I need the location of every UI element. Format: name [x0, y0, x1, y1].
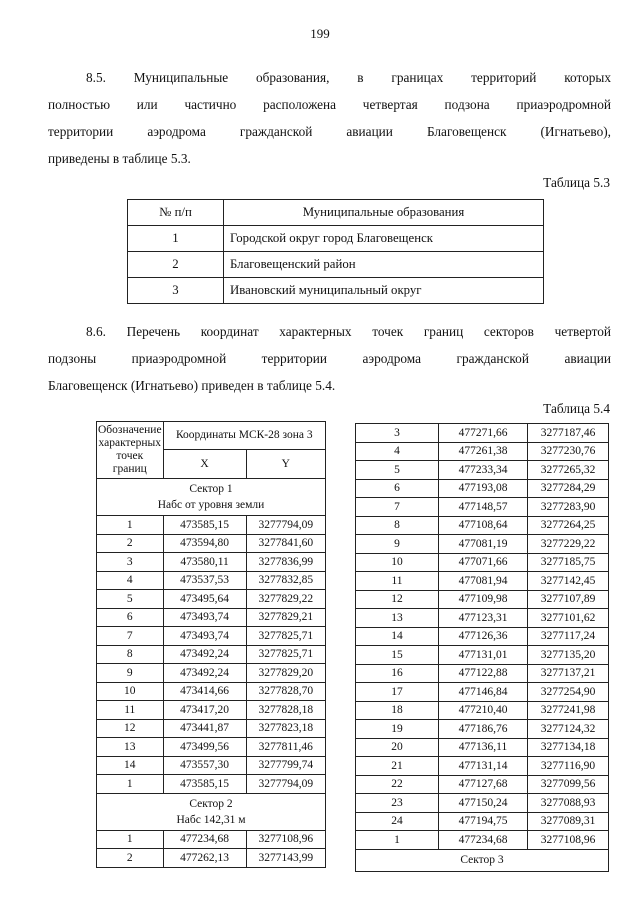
- y-cell: 3277829,20: [246, 664, 325, 683]
- point-cell: 3: [97, 553, 164, 572]
- page-number: 199: [310, 26, 330, 41]
- point-cell: 21: [356, 757, 439, 776]
- table-row: [97, 516, 326, 535]
- x-cell: 477186,76: [439, 720, 528, 739]
- x-cell: 477131,14: [439, 757, 528, 776]
- x-cell: 477210,40: [439, 701, 528, 720]
- paragraph-line: территории аэродрома гражданской авиации Благовещенск (Игнатьево),: [48, 124, 611, 139]
- y-cell: 3277117,24: [528, 627, 609, 646]
- table-row: [356, 738, 609, 757]
- point-cell: 8: [97, 645, 164, 664]
- table-row: [356, 720, 609, 739]
- point-cell: 9: [356, 535, 439, 554]
- table-row: [128, 226, 544, 252]
- point-cell: 7: [97, 627, 164, 646]
- x-cell: 473441,87: [163, 719, 246, 738]
- point-cell: 3: [356, 424, 439, 443]
- sector-title: Сектор 2: [189, 797, 233, 810]
- paragraph-8-5: [48, 64, 611, 172]
- x-cell: 477193,08: [439, 479, 528, 498]
- y-cell: 3277264,25: [528, 516, 609, 535]
- y-cell: 3277799,74: [246, 756, 325, 775]
- point-cell: 9: [97, 664, 164, 683]
- table-row: [97, 590, 326, 609]
- table-row: [356, 498, 609, 517]
- paragraph-line: 8.6. Перечень координат характерных точек границ секторов четвертой: [86, 324, 611, 339]
- paragraph-line: 8.5. Муниципальные образования, в границах территорий которых: [86, 70, 611, 85]
- point-cell: 1: [97, 516, 164, 535]
- point-cell: 13: [356, 609, 439, 628]
- point-cell: 12: [97, 719, 164, 738]
- x-cell: 473493,74: [163, 627, 246, 646]
- x-cell: 477148,57: [439, 498, 528, 517]
- x-cell: 473417,20: [163, 701, 246, 720]
- point-cell: 7: [356, 498, 439, 517]
- table-cell: Ивановский муниципальный округ: [224, 278, 544, 304]
- point-cell: 14: [97, 756, 164, 775]
- point-cell: 10: [356, 553, 439, 572]
- table-row: [356, 442, 609, 461]
- table-row: [97, 719, 326, 738]
- x-cell: 473585,15: [163, 516, 246, 535]
- x-cell: 473492,24: [163, 645, 246, 664]
- point-cell: 5: [356, 461, 439, 480]
- x-cell: 477194,75: [439, 812, 528, 831]
- y-cell: 3277794,09: [246, 775, 325, 794]
- point-cell: 15: [356, 646, 439, 665]
- x-cell: 473537,53: [163, 571, 246, 590]
- paragraph-line: Благовещенск (Игнатьево) приведен в таблице 5.4.: [48, 378, 336, 393]
- x-cell: 473585,15: [163, 775, 246, 794]
- y-cell: 3277134,18: [528, 738, 609, 757]
- point-cell: 22: [356, 775, 439, 794]
- y-cell: 3277254,90: [528, 683, 609, 702]
- table-row: [356, 572, 609, 591]
- table-row: [97, 849, 326, 868]
- x-cell: 473499,56: [163, 738, 246, 757]
- y-cell: 3277143,99: [246, 849, 325, 868]
- sector-title: Сектор 3: [460, 854, 504, 867]
- y-cell: 3277241,98: [528, 701, 609, 720]
- y-cell: 3277089,31: [528, 812, 609, 831]
- point-cell: 16: [356, 664, 439, 683]
- table-row: [97, 701, 326, 720]
- sector-title: Сектор 1: [189, 483, 233, 495]
- y-cell: 3277823,18: [246, 719, 325, 738]
- point-cell: 23: [356, 794, 439, 813]
- sector-header: [356, 849, 609, 872]
- table-row: [356, 627, 609, 646]
- y-cell: 3277099,56: [528, 775, 609, 794]
- table-row: [356, 812, 609, 831]
- x-cell: 477131,01: [439, 646, 528, 665]
- coords-header: Координаты МСК-28 зона 3: [163, 422, 325, 450]
- table-row: [356, 683, 609, 702]
- sector-subtitle: Набс 142,31 м: [176, 813, 246, 826]
- table-row: [356, 535, 609, 554]
- point-header: Обозначение характерных точек границ: [97, 422, 164, 479]
- y-cell: 3277284,29: [528, 479, 609, 498]
- y-cell: 3277137,21: [528, 664, 609, 683]
- x-cell: 473414,66: [163, 682, 246, 701]
- table-row: [97, 682, 326, 701]
- y-cell: 3277825,71: [246, 645, 325, 664]
- x-cell: 477109,98: [439, 590, 528, 609]
- x-cell: 477271,66: [439, 424, 528, 443]
- y-cell: 3277829,21: [246, 608, 325, 627]
- table-row: [356, 479, 609, 498]
- y-cell: 3277811,46: [246, 738, 325, 757]
- table-cell: 1: [128, 226, 224, 252]
- point-cell: 13: [97, 738, 164, 757]
- table-row: [356, 590, 609, 609]
- point-cell: 14: [356, 627, 439, 646]
- y-cell: 3277828,70: [246, 682, 325, 701]
- table-row: [97, 645, 326, 664]
- table-row: [356, 757, 609, 776]
- sector-header: [97, 793, 326, 830]
- y-cell: 3277829,22: [246, 590, 325, 609]
- x-cell: 477136,11: [439, 738, 528, 757]
- y-cell: 3277185,75: [528, 553, 609, 572]
- sector-header: [97, 479, 326, 516]
- table-row: [97, 534, 326, 553]
- table-row: [97, 608, 326, 627]
- paragraph-line: подзоны приаэродромной территории аэродрома гражданской авиации: [48, 351, 611, 366]
- table-5-4-caption: Таблица 5.4: [543, 401, 610, 416]
- table-row: [97, 627, 326, 646]
- sector-header-row: [97, 479, 326, 516]
- x-cell: 477234,68: [163, 830, 246, 849]
- paragraph-line: полностью или частично расположена четвертая подзона приаэродромной: [48, 97, 611, 112]
- table-row: [356, 664, 609, 683]
- table-cell: Благовещенский район: [224, 252, 544, 278]
- point-cell: 1: [356, 831, 439, 850]
- point-cell: 2: [97, 849, 164, 868]
- point-cell: 11: [356, 572, 439, 591]
- x-cell: 477127,68: [439, 775, 528, 794]
- point-cell: 4: [97, 571, 164, 590]
- table-row: [97, 664, 326, 683]
- point-cell: 8: [356, 516, 439, 535]
- table-header-row: [97, 422, 326, 450]
- point-cell: 17: [356, 683, 439, 702]
- x-cell: 473557,30: [163, 756, 246, 775]
- y-cell: 3277124,32: [528, 720, 609, 739]
- y-cell: 3277825,71: [246, 627, 325, 646]
- column-header: Муниципальные образования: [224, 200, 544, 226]
- point-cell: 6: [356, 479, 439, 498]
- point-cell: 24: [356, 812, 439, 831]
- x-cell: 477108,64: [439, 516, 528, 535]
- x-cell: 477150,24: [439, 794, 528, 813]
- table-header-row: [128, 200, 544, 226]
- point-cell: 4: [356, 442, 439, 461]
- y-cell: 3277230,76: [528, 442, 609, 461]
- x-cell: 473492,24: [163, 664, 246, 683]
- table-5-4-right: [355, 423, 609, 872]
- table-5-3-caption: Таблица 5.3: [543, 175, 610, 190]
- sector-subtitle: Набс от уровня земли: [157, 499, 265, 511]
- x-cell: 477234,68: [439, 831, 528, 850]
- table-cell: 3: [128, 278, 224, 304]
- table-5-3: [127, 199, 544, 304]
- table-row: [356, 461, 609, 480]
- point-cell: 10: [97, 682, 164, 701]
- y-cell: 3277142,45: [528, 572, 609, 591]
- y-cell: 3277135,20: [528, 646, 609, 665]
- table-row: [128, 252, 544, 278]
- y-cell: 3277265,32: [528, 461, 609, 480]
- table-row: [356, 831, 609, 850]
- x-cell: 477071,66: [439, 553, 528, 572]
- sector-header-row: [97, 793, 326, 830]
- x-cell: 473493,74: [163, 608, 246, 627]
- table-row: [97, 553, 326, 572]
- x-cell: 477126,36: [439, 627, 528, 646]
- point-cell: 12: [356, 590, 439, 609]
- point-cell: 6: [97, 608, 164, 627]
- table-row: [356, 794, 609, 813]
- y-cell: 3277187,46: [528, 424, 609, 443]
- y-cell: 3277283,90: [528, 498, 609, 517]
- table-5-4-right-body: [356, 424, 609, 872]
- x-cell: 473580,11: [163, 553, 246, 572]
- y-cell: 3277832,85: [246, 571, 325, 590]
- y-cell: 3277108,96: [528, 831, 609, 850]
- table-row: [128, 278, 544, 304]
- table-cell: 2: [128, 252, 224, 278]
- point-cell: 19: [356, 720, 439, 739]
- x-cell: 477123,31: [439, 609, 528, 628]
- table-row: [97, 738, 326, 757]
- table-row: [97, 830, 326, 849]
- table-row: [356, 775, 609, 794]
- table-row: [356, 553, 609, 572]
- x-cell: 473495,64: [163, 590, 246, 609]
- table-cell: Городской округ город Благовещенск: [224, 226, 544, 252]
- x-cell: 473594,80: [163, 534, 246, 553]
- x-cell: 477081,94: [439, 572, 528, 591]
- y-cell: 3277828,18: [246, 701, 325, 720]
- y-cell: 3277794,09: [246, 516, 325, 535]
- x-cell: 477233,34: [439, 461, 528, 480]
- y-cell: 3277108,96: [246, 830, 325, 849]
- paragraph-8-6: [48, 318, 611, 399]
- x-cell: 477146,84: [439, 683, 528, 702]
- y-cell: 3277229,22: [528, 535, 609, 554]
- table-5-4-left-body: [97, 479, 326, 868]
- point-cell: 5: [97, 590, 164, 609]
- table-row: [356, 701, 609, 720]
- y-cell: 3277107,89: [528, 590, 609, 609]
- table-row: [356, 516, 609, 535]
- y-cell: 3277116,90: [528, 757, 609, 776]
- table-row: [356, 424, 609, 443]
- point-cell: 2: [97, 534, 164, 553]
- x-cell: 477261,38: [439, 442, 528, 461]
- point-cell: 11: [97, 701, 164, 720]
- table-row: [356, 609, 609, 628]
- table-5-4-left: [96, 421, 326, 868]
- point-cell: 1: [97, 775, 164, 794]
- y-cell: 3277836,99: [246, 553, 325, 572]
- sector-header-row: [356, 849, 609, 872]
- paragraph-line: приведены в таблице 5.3.: [48, 151, 191, 166]
- point-cell: 1: [97, 830, 164, 849]
- x-header: X: [163, 450, 246, 479]
- point-cell: 20: [356, 738, 439, 757]
- table-row: [97, 571, 326, 590]
- point-cell: 18: [356, 701, 439, 720]
- y-cell: 3277101,62: [528, 609, 609, 628]
- table-row: [356, 646, 609, 665]
- x-cell: 477081,19: [439, 535, 528, 554]
- column-header: № п/п: [128, 200, 224, 226]
- y-cell: 3277088,93: [528, 794, 609, 813]
- y-cell: 3277841,60: [246, 534, 325, 553]
- x-cell: 477262,13: [163, 849, 246, 868]
- table-row: [97, 756, 326, 775]
- y-header: Y: [246, 450, 325, 479]
- table-row: [97, 775, 326, 794]
- x-cell: 477122,88: [439, 664, 528, 683]
